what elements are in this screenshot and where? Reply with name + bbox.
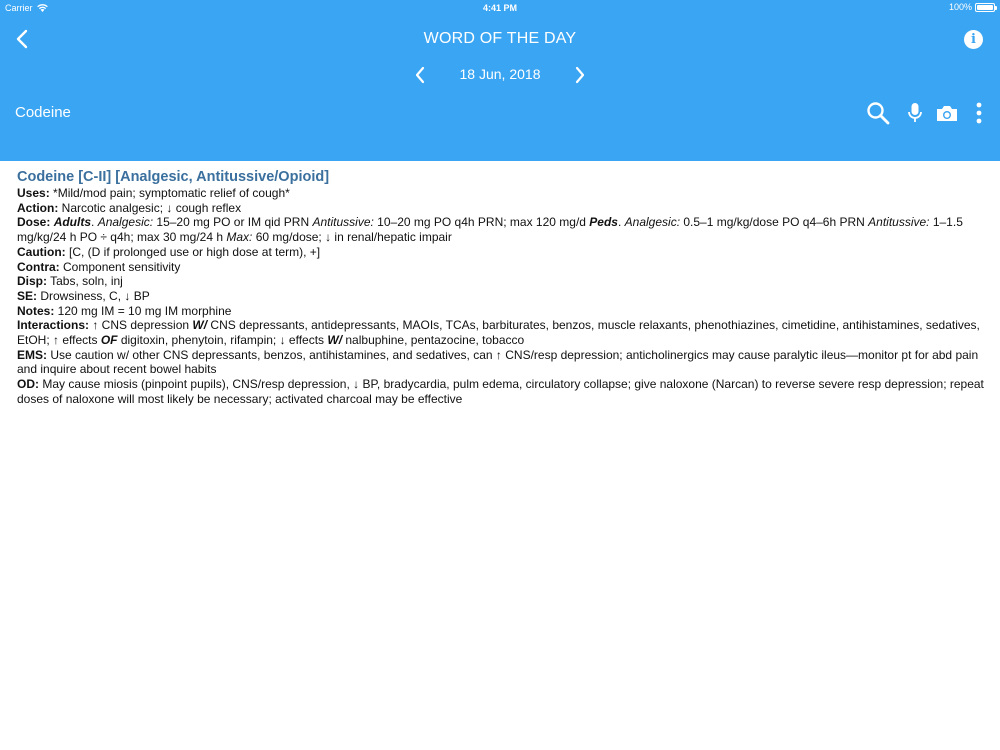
microphone-icon[interactable] bbox=[906, 100, 924, 126]
battery-status bbox=[949, 2, 995, 12]
od-line bbox=[17, 377, 985, 406]
dose-text: 10–20 mg PO q4h PRN; max 120 mg/d bbox=[373, 215, 590, 230]
dose-text: 1–1.5 mg/kg/24 h PO ÷ q4h; max 30 mg/24 h bbox=[17, 215, 963, 245]
ems-label: EMS: bbox=[17, 347, 47, 362]
notes-label: Notes: bbox=[17, 303, 55, 318]
info-icon[interactable]: i bbox=[964, 30, 983, 49]
dose-antitussive-label: Antitussive: bbox=[312, 215, 374, 230]
od-label: OD: bbox=[17, 377, 39, 392]
se-line bbox=[17, 289, 985, 304]
se-label: SE: bbox=[17, 288, 38, 303]
dose-label: Dose: bbox=[17, 215, 51, 230]
dose-analgesic-label: Analgesic: bbox=[624, 215, 681, 230]
interactions-label: Interactions: bbox=[17, 318, 90, 333]
disp-label: Disp: bbox=[17, 274, 47, 289]
ems-text: Use caution w/ other CNS depressants, benzos, antihistamines, and sedatives, can ↑ CNS/resp depression; anticholinergics may cause paralytic ileus—monitor pt for abd pain and inquire about recent bowel habits bbox=[17, 347, 979, 377]
dose-text: . bbox=[91, 215, 98, 230]
app-header bbox=[0, 0, 1000, 161]
caution-line bbox=[17, 245, 985, 260]
toolbar bbox=[850, 100, 1000, 126]
contra-line bbox=[17, 260, 985, 275]
interactions-text: CNS depressants, antidepressants, MAOIs, TCAs, barbiturates, benzos, muscle relaxants, phenothiazines, cimetidine, antihistamines, sedatives, EtOH; ↑ effects bbox=[17, 318, 980, 348]
date-navigator bbox=[0, 64, 1000, 86]
uses-text: *Mild/mod pain; symptomatic relief of cough* bbox=[49, 186, 290, 200]
dose-text: . bbox=[617, 215, 625, 230]
dose-peds: Peds bbox=[589, 215, 618, 230]
disp-text: Tabs, soln, inj bbox=[47, 274, 123, 289]
camera-icon[interactable] bbox=[935, 100, 959, 126]
contra-label: Contra: bbox=[17, 259, 60, 274]
interactions-text: nalbuphine, pentazocine, tobacco bbox=[342, 333, 525, 348]
interactions-with: W/ bbox=[192, 318, 208, 333]
dose-analgesic-label: Analgesic: bbox=[97, 215, 154, 230]
uses-line bbox=[17, 186, 985, 201]
battery-percent: 100% bbox=[948, 2, 972, 12]
battery-level-fill bbox=[977, 5, 993, 10]
status-time: 4:41 PM bbox=[482, 3, 517, 13]
interactions-text: ↑ CNS depression bbox=[89, 318, 193, 333]
dose-line bbox=[17, 215, 985, 244]
next-date-chevron-icon[interactable] bbox=[572, 65, 588, 85]
more-options-icon[interactable] bbox=[974, 100, 984, 126]
dose-max-label: Max: bbox=[226, 230, 253, 245]
status-bar bbox=[0, 0, 1000, 16]
dose-text: 60 mg/dose; ↓ in renal/hepatic impair bbox=[252, 230, 452, 245]
dose-antitussive-label: Antitussive: bbox=[868, 215, 930, 230]
notes-text: 120 mg IM = 10 mg IM morphine bbox=[54, 303, 232, 318]
search-term[interactable]: Codeine bbox=[15, 104, 71, 121]
battery-icon bbox=[975, 3, 995, 12]
drug-entry bbox=[17, 169, 985, 407]
uses-label: Uses: bbox=[17, 186, 50, 200]
dose-text: 15–20 mg PO or IM qid PRN bbox=[153, 215, 313, 230]
drug-title: Codeine [C-II] [Analgesic, Antitussive/Opioid] bbox=[17, 169, 330, 185]
interactions-of: OF bbox=[100, 333, 118, 348]
disp-line bbox=[17, 274, 985, 289]
caution-text: [C, (D if prolonged use or high dose at term), +] bbox=[65, 244, 321, 259]
interactions-text: digitoxin, phenytoin, rifampin; ↓ effects bbox=[117, 333, 328, 348]
page-title: WORD OF THE DAY bbox=[423, 30, 577, 47]
action-label: Action: bbox=[17, 200, 59, 215]
od-text: May cause miosis (pinpoint pupils), CNS/resp depression, ↓ BP, bradycardia, pulm edema, circulatory collapse; give naloxone (Narcan) to reverse severe resp depression; repeat doses of naloxone will most likely be necessary; activated charcoal may be effective bbox=[17, 377, 984, 406]
dose-text: 0.5–1 mg/kg/dose PO q4–6h PRN bbox=[680, 215, 869, 230]
action-text: Narcotic analgesic; ↓ cough reflex bbox=[58, 200, 242, 215]
interactions-with: W/ bbox=[327, 333, 343, 348]
current-date: 18 Jun, 2018 bbox=[459, 66, 541, 82]
notes-line bbox=[17, 304, 985, 319]
action-line bbox=[17, 201, 985, 216]
ems-line bbox=[17, 348, 985, 377]
contra-text: Component sensitivity bbox=[59, 259, 181, 274]
interactions-line bbox=[17, 318, 985, 347]
se-text: Drowsiness, C, ↓ BP bbox=[37, 288, 150, 303]
search-icon[interactable] bbox=[865, 100, 891, 126]
dose-adults: Adults bbox=[53, 215, 92, 230]
carrier-label: Carrier bbox=[5, 3, 33, 13]
caution-label: Caution: bbox=[17, 244, 66, 259]
